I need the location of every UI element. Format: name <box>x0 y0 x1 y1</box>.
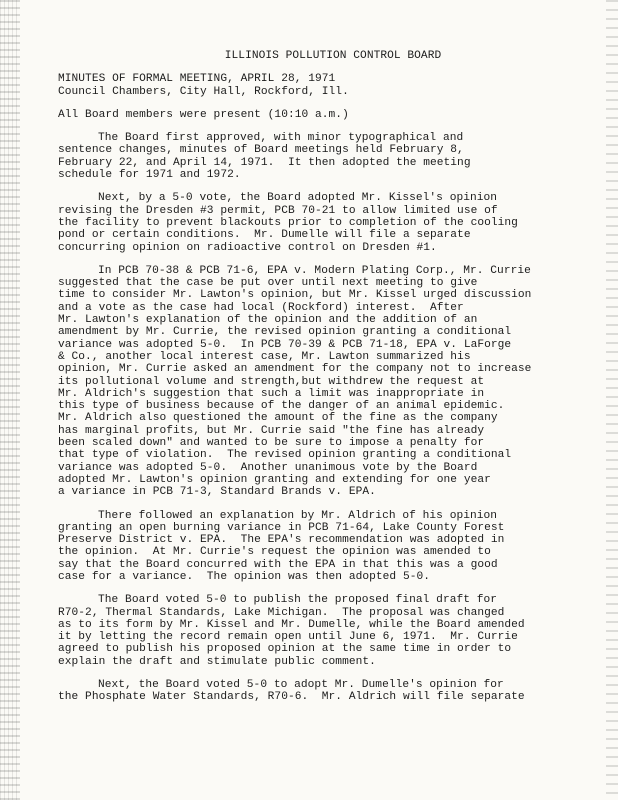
paragraph-4 <box>58 510 578 584</box>
paragraph-line: sentence changes, minutes of Board meetings held February 8, <box>58 144 464 157</box>
paragraph-line: a variance in PCB 71-3, Standard Brands v. EPA. <box>58 486 376 499</box>
paragraph-line: time to consider Mr. Lawton's opinion, but Mr. Kissel urged discussion <box>58 289 532 302</box>
paragraph-line: concurring opinion on radioactive control on Dresden #1. <box>58 241 437 254</box>
paragraph-line: February 22, and April 14, 1971. It then adopted the meeting <box>58 156 471 169</box>
paragraph-line: has marginal profits, but Mr. Currie said "the fine has already <box>58 424 485 437</box>
meeting-location: Council Chambers, City Hall, Rockford, Ill. <box>58 85 349 98</box>
paragraph-line: case for a variance. The opinion was then adopted 5-0. <box>58 570 430 583</box>
paragraph-line: The Board first approved, with minor typographical and <box>98 132 464 145</box>
paragraph-line: In PCB 70-38 & PCB 71-6, EPA v. Modern Plating Corp., Mr. Currie <box>98 264 531 277</box>
paragraph-line: Mr. Aldrich also questioned the amount of the fine as the company <box>58 412 498 425</box>
paragraph-line: and a vote as the case had local (Rockford) interest. After <box>58 301 464 314</box>
paragraph-line: & Co., another local interest case, Mr. Lawton summarized his <box>58 350 471 363</box>
paragraph-line: amendment by Mr. Currie, the revised opinion granting a conditional <box>58 326 512 339</box>
paragraph-line: variance was adopted 5-0. Another unanimous vote by the Board <box>58 461 478 474</box>
paragraph-6 <box>58 679 578 704</box>
document-body <box>58 50 578 704</box>
paragraph-1 <box>58 132 578 181</box>
paragraph-line: pond or certain conditions. Mr. Dumelle will file a separate <box>58 229 471 242</box>
paragraph-2 <box>58 192 578 253</box>
paragraph-5 <box>58 594 578 668</box>
paragraph-line: suggested that the case be put over until next meeting to give <box>58 277 478 290</box>
paragraph-line: The Board voted 5-0 to publish the proposed final draft for <box>98 594 498 607</box>
paragraph-line: R70-2, Thermal Standards, Lake Michigan. The proposal was changed <box>58 606 505 619</box>
paragraph-line: it by letting the record remain open until June 6, 1971. Mr. Currie <box>58 631 518 644</box>
paragraph-line: that type of violation. The revised opinion granting a conditional <box>58 449 512 462</box>
paragraph-line: Mr. Aldrich's suggestion that such a limit was inappropriate in <box>58 387 485 400</box>
paragraph-line: the opinion. At Mr. Currie's request the opinion was amended to <box>58 546 491 559</box>
meeting-heading: MINUTES OF FORMAL MEETING, APRIL 28, 1971 <box>58 73 336 86</box>
paragraph-line: opinion, Mr. Currie asked an amendment for the company not to increase <box>58 363 532 376</box>
paragraph-line: Mr. Lawton's explanation of the opinion and the addition of an <box>58 314 478 327</box>
paragraph-line: revising the Dresden #3 permit, PCB 70-21 to allow limited use of <box>58 204 498 217</box>
scan-edge-left <box>0 0 20 800</box>
paragraph-line: Preserve District v. EPA. The EPA's recommendation was adopted in <box>58 534 505 547</box>
scan-edge-right <box>606 0 618 800</box>
paragraph-line: the Phosphate Water Standards, R70-6. Mr. Aldrich will file separate <box>58 691 525 704</box>
paragraph-line: agreed to publish his proposed opinion at the same time in order to <box>58 643 512 656</box>
paragraph-line: been scaled down" and wanted to be sure to impose a penalty for <box>58 437 485 450</box>
paragraph-line: schedule for 1971 and 1972. <box>58 169 241 182</box>
paragraph-line: variance was adopted 5-0. In PCB 70-39 & PCB 71-18, EPA v. LaForge <box>58 338 512 351</box>
paragraph-line: the facility to prevent blackouts prior to completion of the cooling <box>58 216 518 229</box>
paragraph-line: explain the draft and stimulate public comment. <box>58 655 376 668</box>
paragraph-line: say that the Board concurred with the EPA in that this was a good <box>58 558 498 571</box>
paragraph-line: granting an open burning variance in PCB 71-64, Lake County Forest <box>58 521 505 534</box>
paragraph-line: adopted Mr. Lawton's opinion granting and extending for one year <box>58 473 491 486</box>
paragraph-line: its pollutional volume and strength,but withdrew the request at <box>58 375 485 388</box>
paragraph-line: as to its form by Mr. Kissel and Mr. Dumelle, while the Board amended <box>58 618 525 631</box>
paragraph-3 <box>58 265 578 499</box>
paragraph-line: this type of business because of the danger of an animal epidemic. <box>58 400 505 413</box>
paragraph-line: There followed an explanation by Mr. Aldrich of his opinion <box>98 509 498 522</box>
paragraph-line: Next, by a 5-0 vote, the Board adopted Mr. Kissel's opinion <box>98 192 498 205</box>
attendance-line: All Board members were present (10:10 a.m.) <box>58 108 349 121</box>
document-title: ILLINOIS POLLUTION CONTROL BOARD <box>224 50 442 62</box>
paragraph-line: Next, the Board voted 5-0 to adopt Mr. Dumelle's opinion for <box>98 679 504 692</box>
